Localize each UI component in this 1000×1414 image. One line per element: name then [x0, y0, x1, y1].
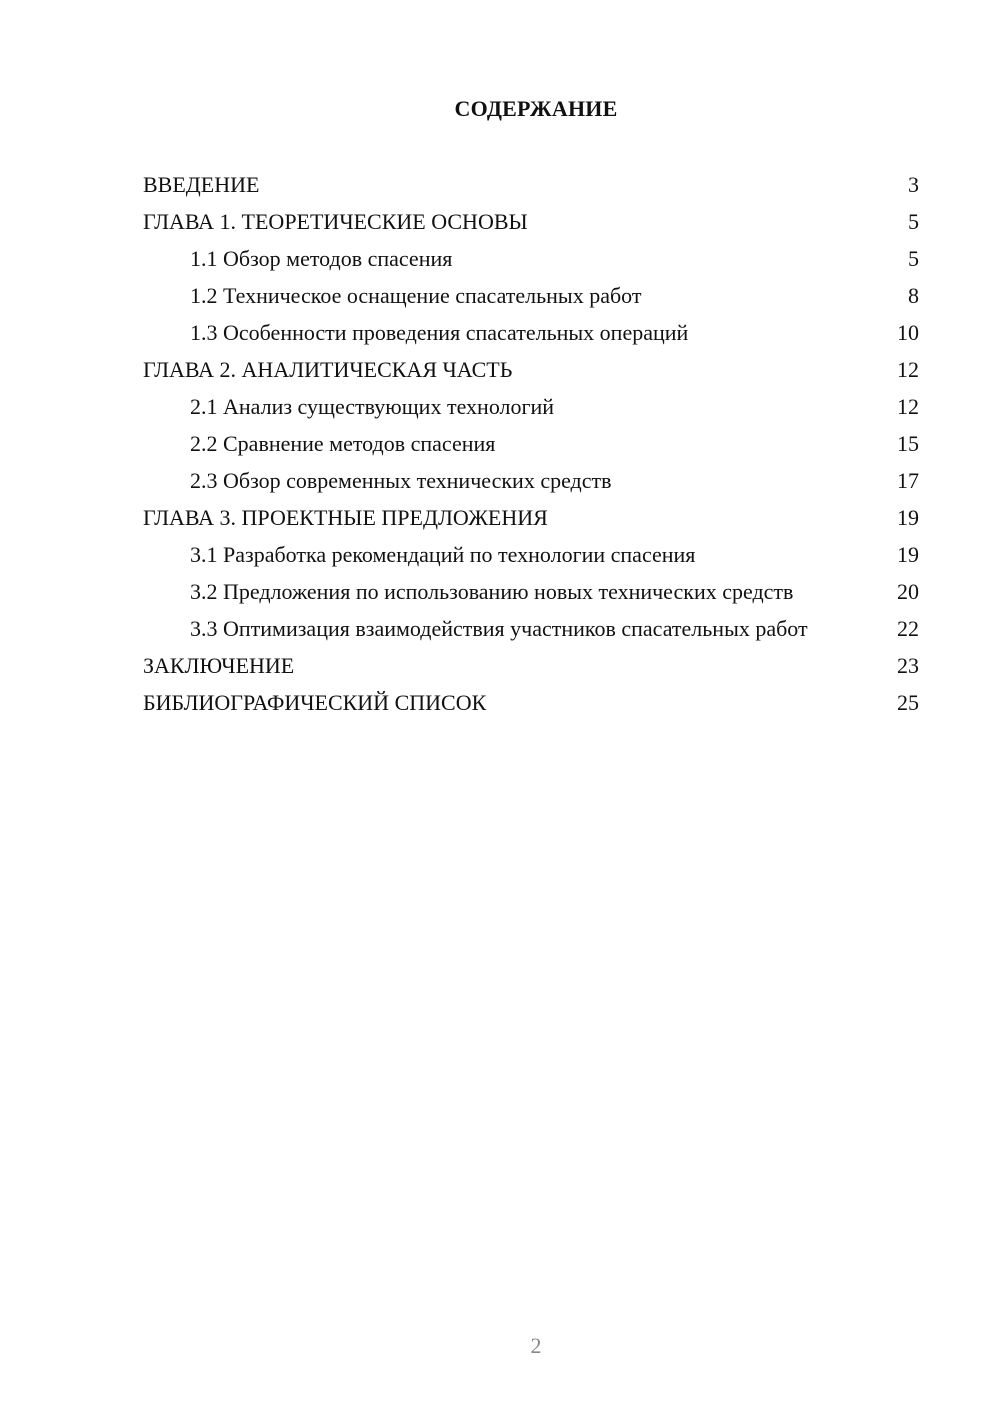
- toc-entry[interactable]: [143, 499, 919, 536]
- toc-entry-text: ЗАКЛЮЧЕНИЕ: [143, 653, 295, 678]
- toc-entry[interactable]: [143, 240, 919, 277]
- toc-entry[interactable]: [143, 536, 919, 573]
- toc-entry-text: 1.1 Обзор методов спасения: [190, 246, 453, 271]
- toc-entry-page: 5: [908, 209, 919, 234]
- toc-entry[interactable]: [143, 166, 919, 203]
- toc-title: СОДЕРЖАНИЕ: [454, 96, 618, 121]
- table-of-contents: [143, 166, 919, 721]
- toc-entry-text: ГЛАВА 2. АНАЛИТИЧЕСКАЯ ЧАСТЬ: [143, 357, 513, 382]
- toc-entry-page: 10: [897, 320, 919, 345]
- toc-entry-text: 1.3 Особенности проведения спасательных операций: [190, 320, 689, 345]
- toc-entry-text: 2.3 Обзор современных технических средств: [190, 468, 612, 493]
- toc-entry-page: 19: [897, 505, 919, 530]
- toc-entry-page: 5: [908, 246, 919, 271]
- toc-entry-page: 12: [897, 394, 919, 419]
- toc-entry-text: ВВЕДЕНИЕ: [143, 172, 260, 197]
- toc-entry-text: 1.2 Техническое оснащение спасательных работ: [190, 283, 642, 308]
- toc-entry-text: 2.1 Анализ существующих технологий: [190, 394, 555, 419]
- page-number: 2: [530, 1333, 542, 1358]
- toc-entry-page: 20: [897, 579, 919, 604]
- toc-entry-page: 8: [908, 283, 919, 308]
- toc-entry-page: 22: [897, 616, 919, 641]
- toc-entry[interactable]: [143, 388, 919, 425]
- toc-entry[interactable]: [143, 425, 919, 462]
- toc-entry[interactable]: [143, 314, 919, 351]
- toc-entry-page: 25: [897, 690, 919, 715]
- toc-entry[interactable]: [143, 203, 919, 240]
- toc-entry-page: 23: [897, 653, 919, 678]
- toc-entry[interactable]: [143, 573, 919, 610]
- toc-entry[interactable]: [143, 462, 919, 499]
- toc-entry[interactable]: [143, 277, 919, 314]
- toc-entry-text: 3.3 Оптимизация взаимодействия участников спасательных работ: [190, 616, 808, 641]
- toc-entry-page: 3: [908, 172, 919, 197]
- toc-entry-page: 12: [897, 357, 919, 382]
- toc-entry-page: 17: [897, 468, 919, 493]
- toc-entry-text: 2.2 Сравнение методов спасения: [190, 431, 496, 456]
- toc-entry-page: 15: [897, 431, 919, 456]
- toc-entry-text: ГЛАВА 1. ТЕОРЕТИЧЕСКИЕ ОСНОВЫ: [143, 209, 528, 234]
- toc-entry-text: БИБЛИОГРАФИЧЕСКИЙ СПИСОК: [143, 690, 487, 715]
- toc-entry-page: 19: [897, 542, 919, 567]
- toc-entry-text: 3.1 Разработка рекомендаций по технологии спасения: [190, 542, 696, 567]
- toc-entry[interactable]: [143, 351, 919, 388]
- toc-entry[interactable]: [143, 647, 919, 684]
- toc-entry[interactable]: [143, 684, 919, 721]
- toc-entry-text: ГЛАВА 3. ПРОЕКТНЫЕ ПРЕДЛОЖЕНИЯ: [143, 505, 548, 530]
- toc-entry[interactable]: [143, 610, 919, 647]
- toc-entry-text: 3.2 Предложения по использованию новых технических средств: [190, 579, 794, 604]
